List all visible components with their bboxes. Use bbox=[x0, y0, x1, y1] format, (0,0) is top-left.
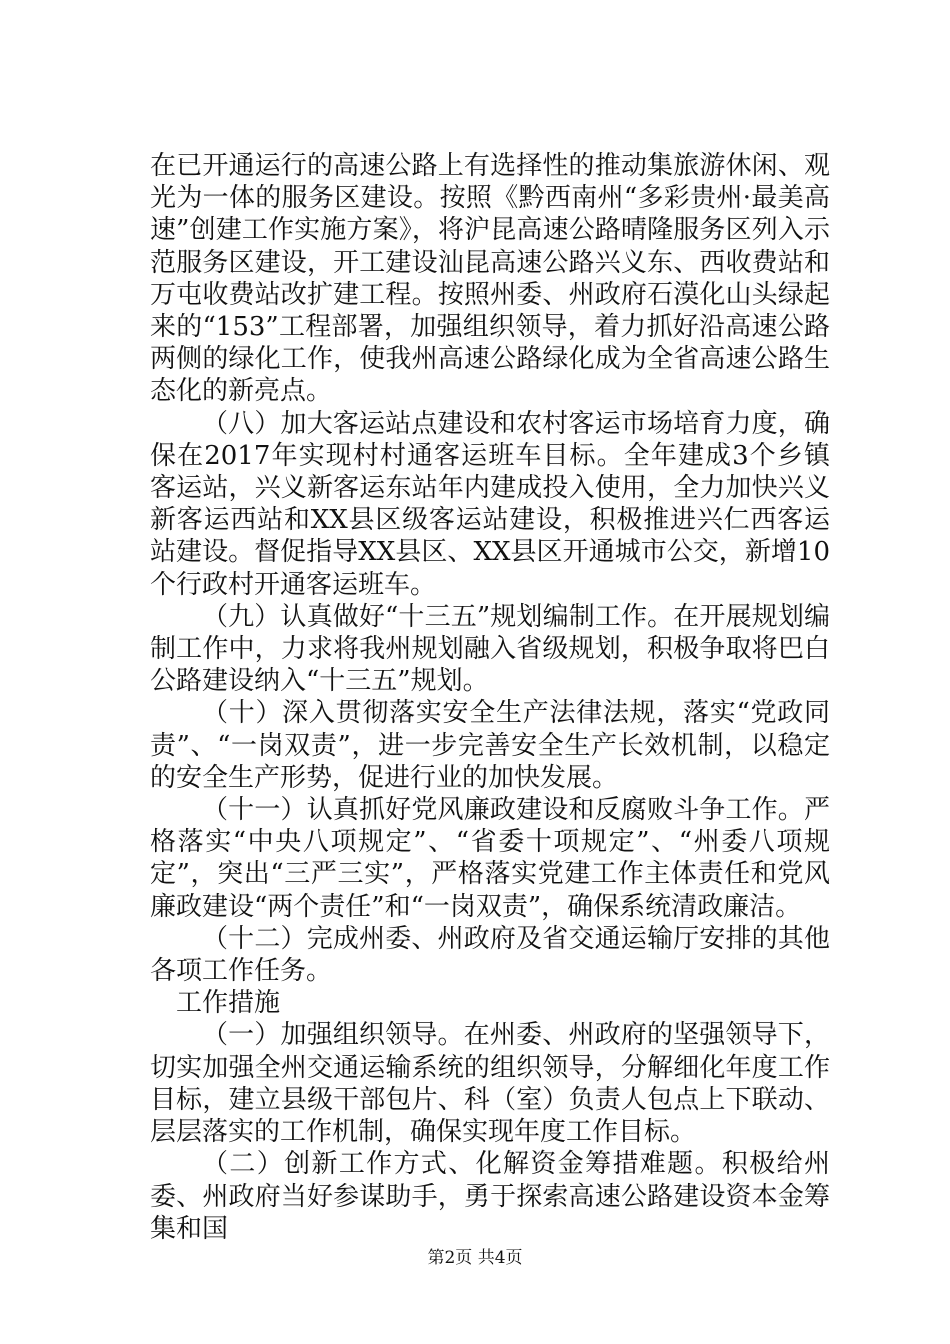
paragraph-item-9: （九）认真做好“十三五”规划编制工作。在开展规划编制工作中，力求将我州规划融入省级规划，积极争取将巴白公路建设纳入“十三五”规划。 bbox=[150, 601, 830, 697]
paragraph-item-10: （十）深入贯彻落实安全生产法律法规，落实“党政同责”、“一岗双责”，进一步完善安全生产长效机制，以稳定的安全生产形势，促进行业的加快发展。 bbox=[150, 698, 830, 793]
document-body bbox=[150, 150, 830, 1245]
page-number-footer: 第2页 共4页 bbox=[427, 1248, 523, 1268]
paragraph-item-12: （十二）完成州委、州政府及省交通运输厅安排的其他各项工作任务。 bbox=[150, 923, 830, 987]
paragraph-continuation: 在已开通运行的高速公路上有选择性的推动集旅游休闲、观光为一体的服务区建设。按照《黔西南州“多彩贵州·最美高速”创建工作实施方案》，将沪昆高速公路晴隆服务区列入示范服务区建设，开工建设汕昆高速公路兴义东、西收费站和万屯收费站改扩建工程。按照州委、州政府石漠化山头绿起来的“153”工程部署，加强组织领导，着力抓好沿高速公路两侧的绿化工作，使我州高速公路绿化成为全省高速公路生态化的新亮点。 bbox=[150, 151, 830, 407]
paragraph-measure-1: （一）加强组织领导。在州委、州政府的坚强领导下，切实加强全州交通运输系统的组织领导，分解细化年度工作目标，建立县级干部包片、科（室）负责人包点上下联动、层层落实的工作机制，确保实现年度工作目标。 bbox=[150, 1020, 830, 1148]
paragraph-item-8: （八）加大客运站点建设和农村客运市场培育力度，确保在2017年实现村村通客运班车目标。全年建成3个乡镇客运站，兴义新客运东站年内建成投入使用，全力加快兴义新客运西站和XX县区级客运站建设，积极推进兴仁西客运站建设。督促指导XX县区、XX县区开通城市公交，新增10个行政村开通客运班车。 bbox=[150, 408, 830, 600]
paragraph-item-11: （十一）认真抓好党风廉政建设和反腐败斗争工作。严格落实“中央八项规定”、“省委十项规定”、“州委八项规定”，突出“三严三实”，严格落实党建工作主体责任和党风廉政建设“两个责任”和“一岗双责”，确保系统清政廉洁。 bbox=[150, 795, 830, 922]
section-heading-measures: 工作措施 bbox=[176, 988, 281, 1019]
paragraph-measure-2: （二）创新工作方式、化解资金筹措难题。积极给州委、州政府当好参谋助手，勇于探索高速公路建设资本金筹集和国 bbox=[150, 1149, 830, 1244]
